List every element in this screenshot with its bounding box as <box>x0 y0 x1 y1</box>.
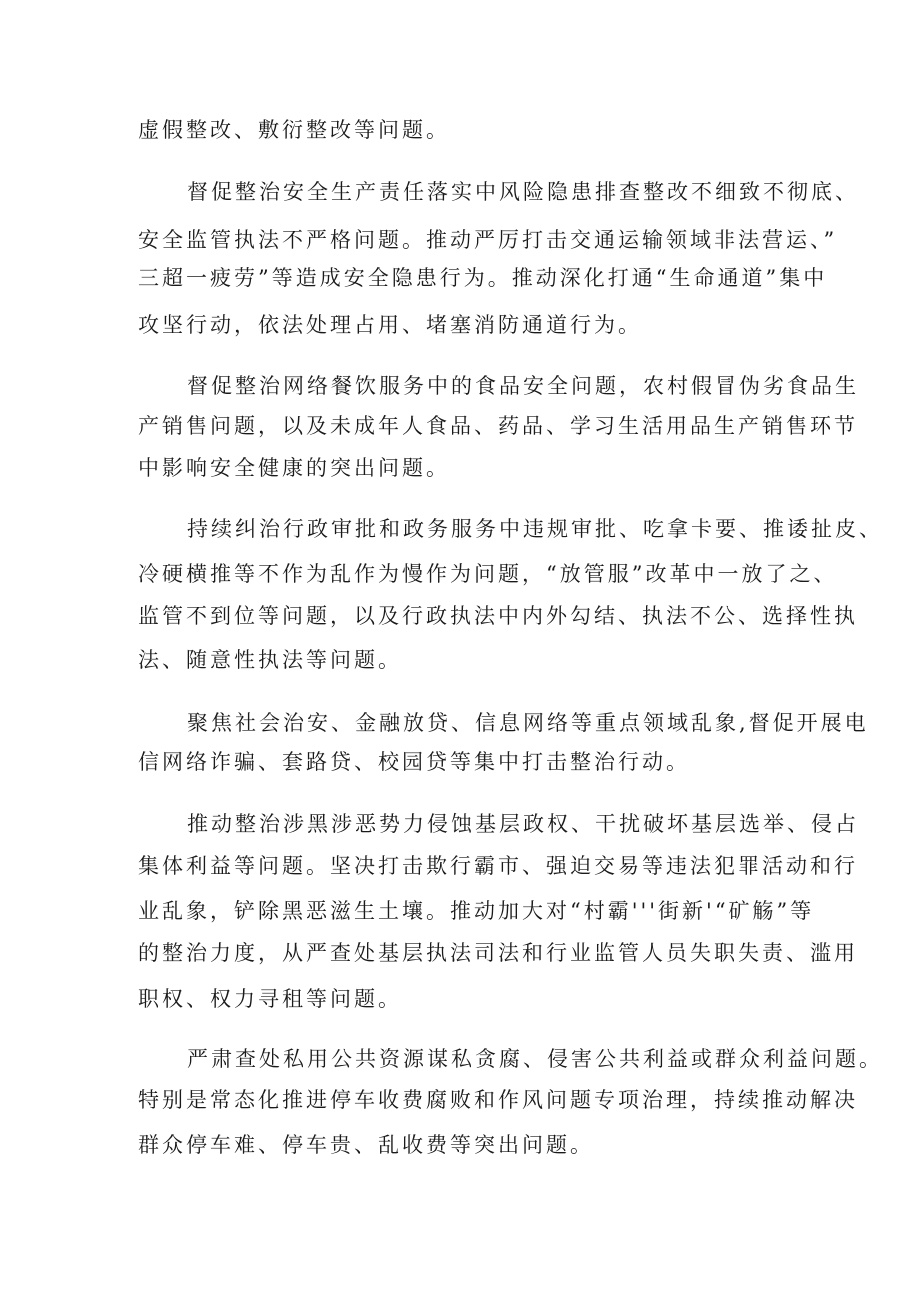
paragraph-2-line-1: 督促整治安全生产责任落实中风险隐患排查整改不细致不彻底、 <box>187 180 859 204</box>
paragraph-7-line-2: 特别是常态化推进停车收费腐败和作风问题专项治理，持续推动解决 <box>138 1088 858 1112</box>
paragraph-6-line-5: 职权、权力寻租等问题。 <box>138 987 402 1011</box>
paragraph-1-line-1: 虚假整改、敷衍整改等问题。 <box>138 118 450 142</box>
paragraph-5-line-1: 聚焦社会治安、金融放贷、信息网络等重点领域乱象,督促开展电 <box>187 711 869 735</box>
paragraph-6-line-2: 集体利益等问题。坚决打击欺行霸市、强迫交易等违法犯罪活动和行 <box>138 854 858 878</box>
paragraph-3-line-1: 督促整治网络餐饮服务中的食品安全问题，农村假冒伪劣食品生 <box>187 374 859 398</box>
paragraph-2-line-4: 攻坚行动，依法处理占用、堵塞消防通道行为。 <box>138 313 642 337</box>
paragraph-3-line-2: 产销售问题，以及未成年人食品、药品、学习生活用品生产销售环节 <box>138 414 858 438</box>
paragraph-4-line-4: 法、随意性执法等问题。 <box>138 648 402 672</box>
paragraph-6-line-3: 业乱象，铲除黑恶滋生土壤。推动加大对“村霸'''街新'“矿觞”等 <box>138 899 815 923</box>
paragraph-4-line-3: 监管不到位等问题，以及行政执法中内外勾结、执法不公、选择性执 <box>138 604 858 628</box>
paragraph-4-line-1: 持续纠治行政审批和政务服务中违规审批、吃拿卡要、推诿扯皮、 <box>187 517 883 541</box>
paragraph-2-line-2: 安全监管执法不严格问题。推动严厉打击交通运输领域非法营运、” <box>138 228 838 252</box>
paragraph-6-line-1: 推动整治涉黑涉恶势力侵蚀基层政权、干扰破坏基层选举、侵占 <box>187 812 859 836</box>
paragraph-2-line-3: 三超一疲劳”等造成安全隐患行为。推动深化打通“生命通道”集中 <box>138 266 828 290</box>
paragraph-4-line-2: 冷硬横推等不作为乱作为慢作为问题，“放管服”改革中一放了之、 <box>138 562 838 586</box>
paragraph-6-line-4: 的整治力度，从严查处基层执法司法和行业监管人员失职失责、滥用 <box>138 941 858 965</box>
paragraph-7-line-1: 严肃查处私用公共资源谋私贪腐、侵害公共利益或群众利益问题。 <box>187 1047 883 1071</box>
paragraph-7-line-3: 群众停车难、停车贵、乱收费等突出问题。 <box>138 1133 594 1157</box>
paragraph-5-line-2: 信网络诈骗、套路贷、校园贷等集中打击整治行动。 <box>138 750 690 774</box>
paragraph-3-line-3: 中影响安全健康的突出问题。 <box>138 456 450 480</box>
